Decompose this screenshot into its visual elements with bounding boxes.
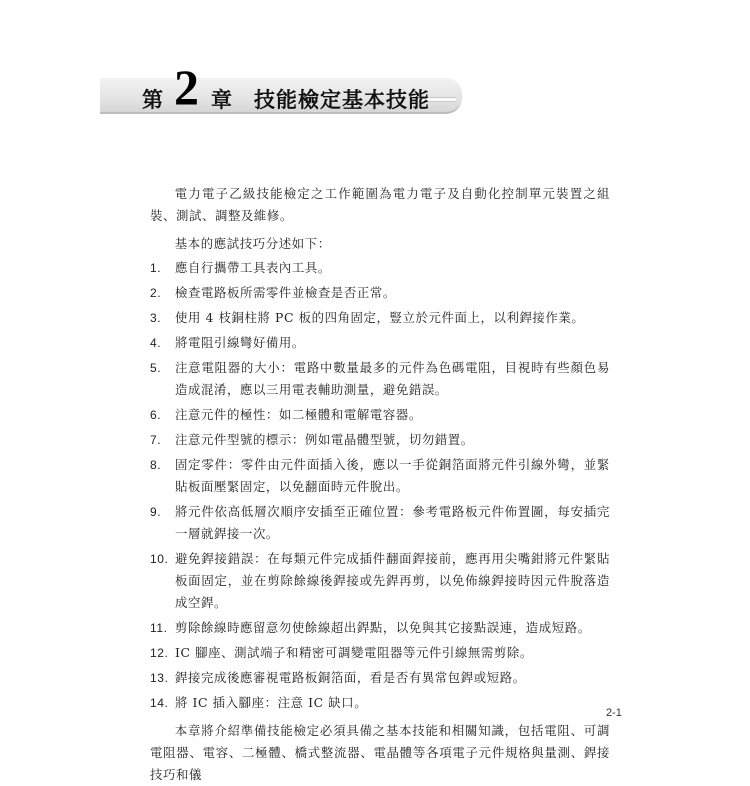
list-item-text: 應自行攜帶工具表內工具。 bbox=[175, 260, 331, 275]
list-item-number: 3. bbox=[150, 311, 162, 325]
list-item-text: 檢查電路板所需零件並檢查是否正常。 bbox=[175, 285, 396, 300]
intro-list-lead: 基本的應試技巧分述如下： bbox=[174, 236, 331, 251]
list-item-text: 注意元件型號的標示：例如電晶體型號，切勿錯置。 bbox=[175, 432, 474, 447]
list-item-text: 將電阻引線彎好備用。 bbox=[175, 335, 305, 350]
list-item bbox=[150, 692, 610, 714]
chapter-prefix: 第 bbox=[142, 87, 163, 112]
list-item-text: 剪除餘線時應留意勿使餘線超出銲點，以免與其它接點誤連，造成短路。 bbox=[175, 620, 591, 635]
list-item-number: 5. bbox=[150, 361, 162, 375]
list-item-number: 12. bbox=[150, 646, 169, 660]
chapter-number: 2 bbox=[174, 59, 199, 115]
list-item-text: 注意元件的極性：如二極體和電解電容器。 bbox=[175, 407, 422, 422]
list-item-number: 4. bbox=[150, 336, 162, 350]
chapter-title: 技能檢定基本技能 bbox=[254, 87, 430, 112]
list-item bbox=[150, 454, 610, 498]
list-item-number: 11. bbox=[150, 621, 168, 635]
list-item-text: IC 腳座、測試端子和精密可調變電阻器等元件引線無需剪除。 bbox=[175, 645, 533, 660]
list-item bbox=[150, 357, 610, 401]
list-item-number: 14. bbox=[150, 696, 169, 710]
chapter-suffix: 章 bbox=[211, 87, 232, 112]
list-item-number: 8. bbox=[150, 458, 162, 472]
tips-list bbox=[150, 257, 610, 714]
list-item-text: 固定零件：零件由元件面插入後，應以一手從銅箔面將元件引線外彎，並緊貼板面壓緊固定，以免翻面時元件脫出。 bbox=[175, 457, 610, 494]
list-item-number: 9. bbox=[150, 505, 162, 519]
list-item bbox=[150, 332, 610, 354]
list-item bbox=[150, 404, 610, 426]
list-item bbox=[150, 307, 610, 329]
closing-paragraph: 本章將介紹準備技能檢定必須具備之基本技能和相關知識，包括電阻、可調電阻器、電容、二極體、橋式整流器、電晶體等各項電子元件規格與量測、銲接技巧和儀 bbox=[150, 723, 610, 782]
list-item bbox=[150, 642, 610, 664]
page-body bbox=[150, 183, 610, 786]
list-item-number: 6. bbox=[150, 408, 162, 422]
list-item bbox=[150, 429, 610, 451]
intro-paragraph: 電力電子乙級技能檢定之工作範圍為電力電子及自動化控制單元裝置之組裝、測試、調整及維修。 bbox=[150, 186, 610, 223]
list-item-text: 使用 4 枝銅柱將 PC 板的四角固定，豎立於元件面上，以利銲接作業。 bbox=[175, 310, 585, 325]
list-item bbox=[150, 501, 610, 545]
list-item bbox=[150, 257, 610, 279]
list-item bbox=[150, 548, 610, 614]
list-item-number: 1. bbox=[150, 261, 162, 275]
list-item-text: 銲接完成後應審視電路板銅箔面，看是否有異常包銲或短路。 bbox=[175, 670, 526, 685]
list-item bbox=[150, 667, 610, 689]
list-item-number: 13. bbox=[150, 671, 169, 685]
list-item-text: 注意電阻器的大小：電路中數量最多的元件為色碼電阻，目視時有些顏色易造成混淆，應以三用電表輔助測量，避免錯誤。 bbox=[175, 360, 610, 397]
list-item-number: 7. bbox=[150, 433, 162, 447]
page-number: 2-1 bbox=[606, 707, 622, 719]
list-item-text: 將 IC 插入腳座：注意 IC 缺口。 bbox=[175, 695, 368, 710]
list-item-number: 10. bbox=[150, 552, 169, 566]
list-item-text: 將元件依高低層次順序安插至正確位置：參考電路板元件佈置圖，每安插完一層就銲接一次。 bbox=[175, 504, 610, 541]
list-item bbox=[150, 617, 610, 639]
list-item-number: 2. bbox=[150, 286, 162, 300]
list-item-text: 避免銲接錯誤：在每類元件完成插件翻面銲接前，應再用尖嘴鉗將元件緊貼板面固定，並在剪除餘線後銲接或先銲再剪，以免佈線銲接時因元件脫落造成空銲。 bbox=[175, 551, 610, 610]
list-item bbox=[150, 282, 610, 304]
